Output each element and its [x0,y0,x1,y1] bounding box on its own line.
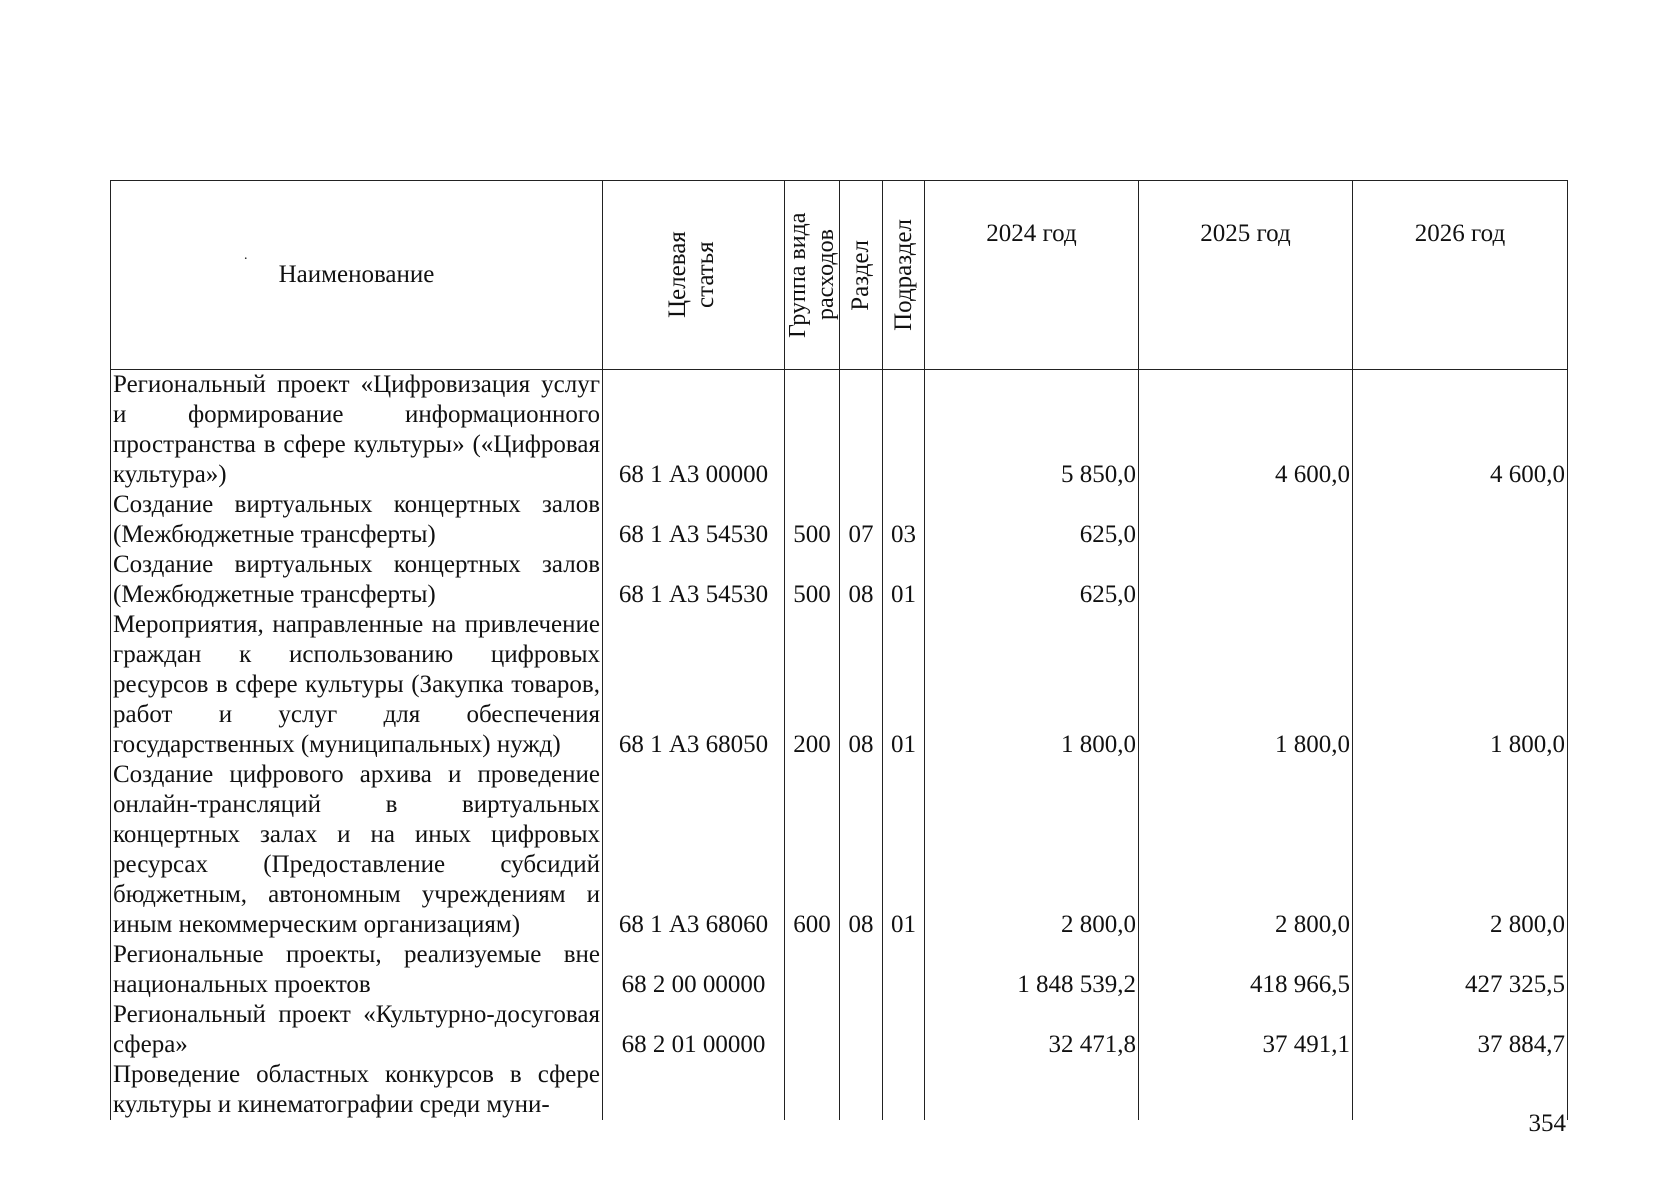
header-2025: 2025 год [1139,181,1353,370]
row-section [840,940,883,1000]
table-row [111,1060,1568,1120]
row-code: 68 1 А3 54530 [603,490,785,550]
row-2026: 4 600,0 [1353,370,1568,491]
row-subsection: 01 [883,550,925,610]
row-code: 68 1 А3 68050 [603,610,785,760]
row-2026: 1 800,0 [1353,610,1568,760]
row-2025 [1139,490,1353,550]
row-group [785,940,840,1000]
page-number: 354 [1528,1110,1566,1137]
row-2026: 2 800,0 [1353,760,1568,940]
row-2026: 427 325,5 [1353,940,1568,1000]
row-2024: 32 471,8 [925,1000,1139,1060]
table-row [111,940,1568,1000]
row-2024 [925,1060,1139,1120]
row-name: Региональный проект «Культурно-досуговая сфера» [111,1000,603,1060]
row-group [785,1060,840,1120]
row-subsection [883,370,925,491]
table-row [111,760,1568,940]
row-code: 68 1 А3 54530 [603,550,785,610]
stray-mark: . [244,248,248,263]
header-subsection: Подраздел [883,181,925,370]
row-name: Создание виртуальных концертных залов (Межбюджетные трансферты) [111,550,603,610]
row-code [603,1060,785,1120]
table-row [111,370,1568,491]
table-row [111,610,1568,760]
row-2025: 4 600,0 [1139,370,1353,491]
row-2024: 1 848 539,2 [925,940,1139,1000]
row-2025: 2 800,0 [1139,760,1353,940]
row-2024: 1 800,0 [925,610,1139,760]
header-2026: 2026 год [1353,181,1568,370]
row-subsection: 01 [883,760,925,940]
header-2024: 2024 год [925,181,1139,370]
row-2025: 37 491,1 [1139,1000,1353,1060]
row-name: Проведение областных конкурсов в сфере культуры и кинематографии среди муни- [111,1060,603,1120]
row-code: 68 2 00 00000 [603,940,785,1000]
row-section [840,370,883,491]
row-subsection [883,940,925,1000]
row-section: 08 [840,760,883,940]
row-code: 68 1 А3 68060 [603,760,785,940]
row-code: 68 2 01 00000 [603,1000,785,1060]
row-name: Региональные проекты, реализуемые вне национальных проектов [111,940,603,1000]
row-2026 [1353,550,1568,610]
table-row [111,1000,1568,1060]
row-2024: 5 850,0 [925,370,1139,491]
row-section [840,1000,883,1060]
row-2025: 1 800,0 [1139,610,1353,760]
row-group: 500 [785,490,840,550]
row-subsection: 03 [883,490,925,550]
row-2024: 625,0 [925,490,1139,550]
row-subsection: 01 [883,610,925,760]
row-2025 [1139,1060,1353,1120]
table-header-row [111,181,1568,370]
row-name: Мероприятия, направленные на привлечение граждан к использованию цифровых ресурсов в сфере культуры (Закупка товаров, работ и услуг для обеспечения государственных (муниципальных) нужд) [111,610,603,760]
row-2026 [1353,490,1568,550]
row-section: 08 [840,550,883,610]
row-name: Создание цифрового архива и проведение онлайн-трансляций в виртуальных концертных залах и на иных цифровых ресурсах (Предоставление субсидий бюджетным, автономным учреждениям и иным некоммерческим организациям) [111,760,603,940]
table-row [111,490,1568,550]
row-section: 07 [840,490,883,550]
row-subsection [883,1060,925,1120]
row-group: 500 [785,550,840,610]
row-section: 08 [840,610,883,760]
row-2024: 625,0 [925,550,1139,610]
row-group [785,370,840,491]
row-2024: 2 800,0 [925,760,1139,940]
header-name: Наименование [111,181,603,370]
table-row [111,550,1568,610]
row-section [840,1060,883,1120]
header-expense-group: Группа вида расходов [785,181,840,370]
row-code: 68 1 А3 00000 [603,370,785,491]
row-group [785,1000,840,1060]
row-2026: 37 884,7 [1353,1000,1568,1060]
row-subsection [883,1000,925,1060]
row-group: 200 [785,610,840,760]
row-name: Создание виртуальных концертных залов (Межбюджетные трансферты) [111,490,603,550]
row-group: 600 [785,760,840,940]
row-2025 [1139,550,1353,610]
row-2025: 418 966,5 [1139,940,1353,1000]
header-target: Целевая статья [603,181,785,370]
row-name: Региональный проект «Цифровизация услуг и формирование информационного пространства в сфере культуры» («Цифровая культура») [111,370,603,491]
budget-table [110,180,1568,1120]
header-section: Раздел [840,181,883,370]
